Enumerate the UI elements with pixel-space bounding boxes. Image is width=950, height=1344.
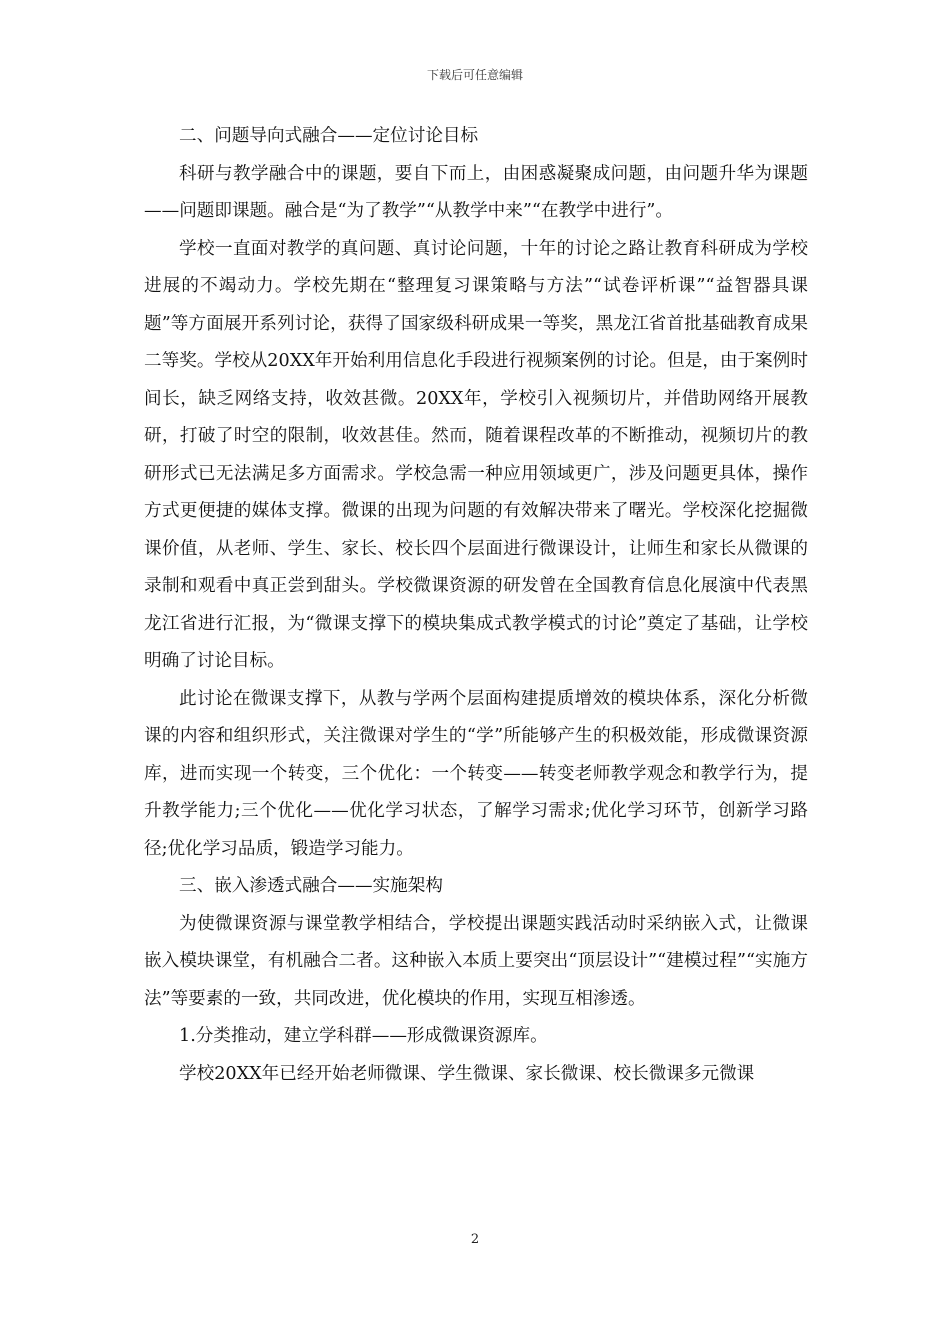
paragraph: 学校一直面对教学的真问题、真讨论问题，十年的讨论之路让教育科研成为学校进展的不竭动力。学校先期在“整理复习课策略与方法”“试卷评析课”“益智器具课题”等方面展开系列讨论，获得了国家级科研成果一等奖，黑龙江省首批基础教育成果二等奖。学校从20XX年开始利用信息化手段进行视频案例的讨论。但是，由于案例时间长，缺乏网络支持，收效甚微。20XX年，学校引入视频切片，并借助网络开展教研，打破了时空的限制，收效甚佳。然而，随着课程改革的不断推动，视频切片的教研形式已无法满足多方面需求。学校急需一种应用领域更广，涉及问题更具体，操作方式更便捷的媒体支撑。微课的出现为问题的有效解决带来了曙光。学校深化挖掘微课价值，从老师、学生、家长、校长四个层面进行微课设计，让师生和家长从微课的录制和观看中真正尝到甜头。学校微课资源的研发曾在全国教育信息化展演中代表黑龙江省进行汇报，为“微课支撑下的模块集成式教学模式的讨论”奠定了基础，让学校明确了讨论目标。: [144, 238, 808, 671]
paragraph: 此讨论在微课支撑下，从教与学两个层面构建提质增效的模块体系，深化分析微课的内容和组织形式，关注微课对学生的“学”所能够产生的积极效能，形成微课资源库，进而实现一个转变，三个优化：一个转变——转变老师教学观念和教学行为，提升教学能力;三个优化——优化学习状态，了解学习需求;优化学习环节，创新学习路径;优化学习品质，锻造学习能力。: [144, 688, 808, 859]
paragraph: 为使微课资源与课堂教学相结合，学校提出课题实践活动时采纳嵌入式，让微课嵌入模块课堂，有机融合二者。这种嵌入本质上要突出“顶层设计”“建模过程”“实施方法”等要素的一致，共同改进，优化模块的作用，实现互相渗透。: [144, 913, 808, 1009]
section-heading-3: 三、嵌入渗透式融合——实施架构: [179, 876, 443, 896]
paragraph: 学校20XX年已经开始老师微课、学生微课、家长微课、校长微课多元微课: [179, 1063, 755, 1084]
body-text: [144, 118, 808, 1093]
section-heading-2: 二、问题导向式融合——定位讨论目标: [179, 126, 479, 146]
paragraph: 科研与教学融合中的课题，要自下而上，由困惑凝聚成问题，由问题升华为课题——问题即课题。融合是“为了教学”“从教学中来”“在教学中进行”。: [144, 163, 808, 221]
page-header: 下载后可任意编辑: [426, 68, 523, 82]
subsection-heading: 1.分类推动，建立学科群——形成微课资源库。: [179, 1026, 548, 1046]
page-number: 2: [470, 1232, 480, 1247]
